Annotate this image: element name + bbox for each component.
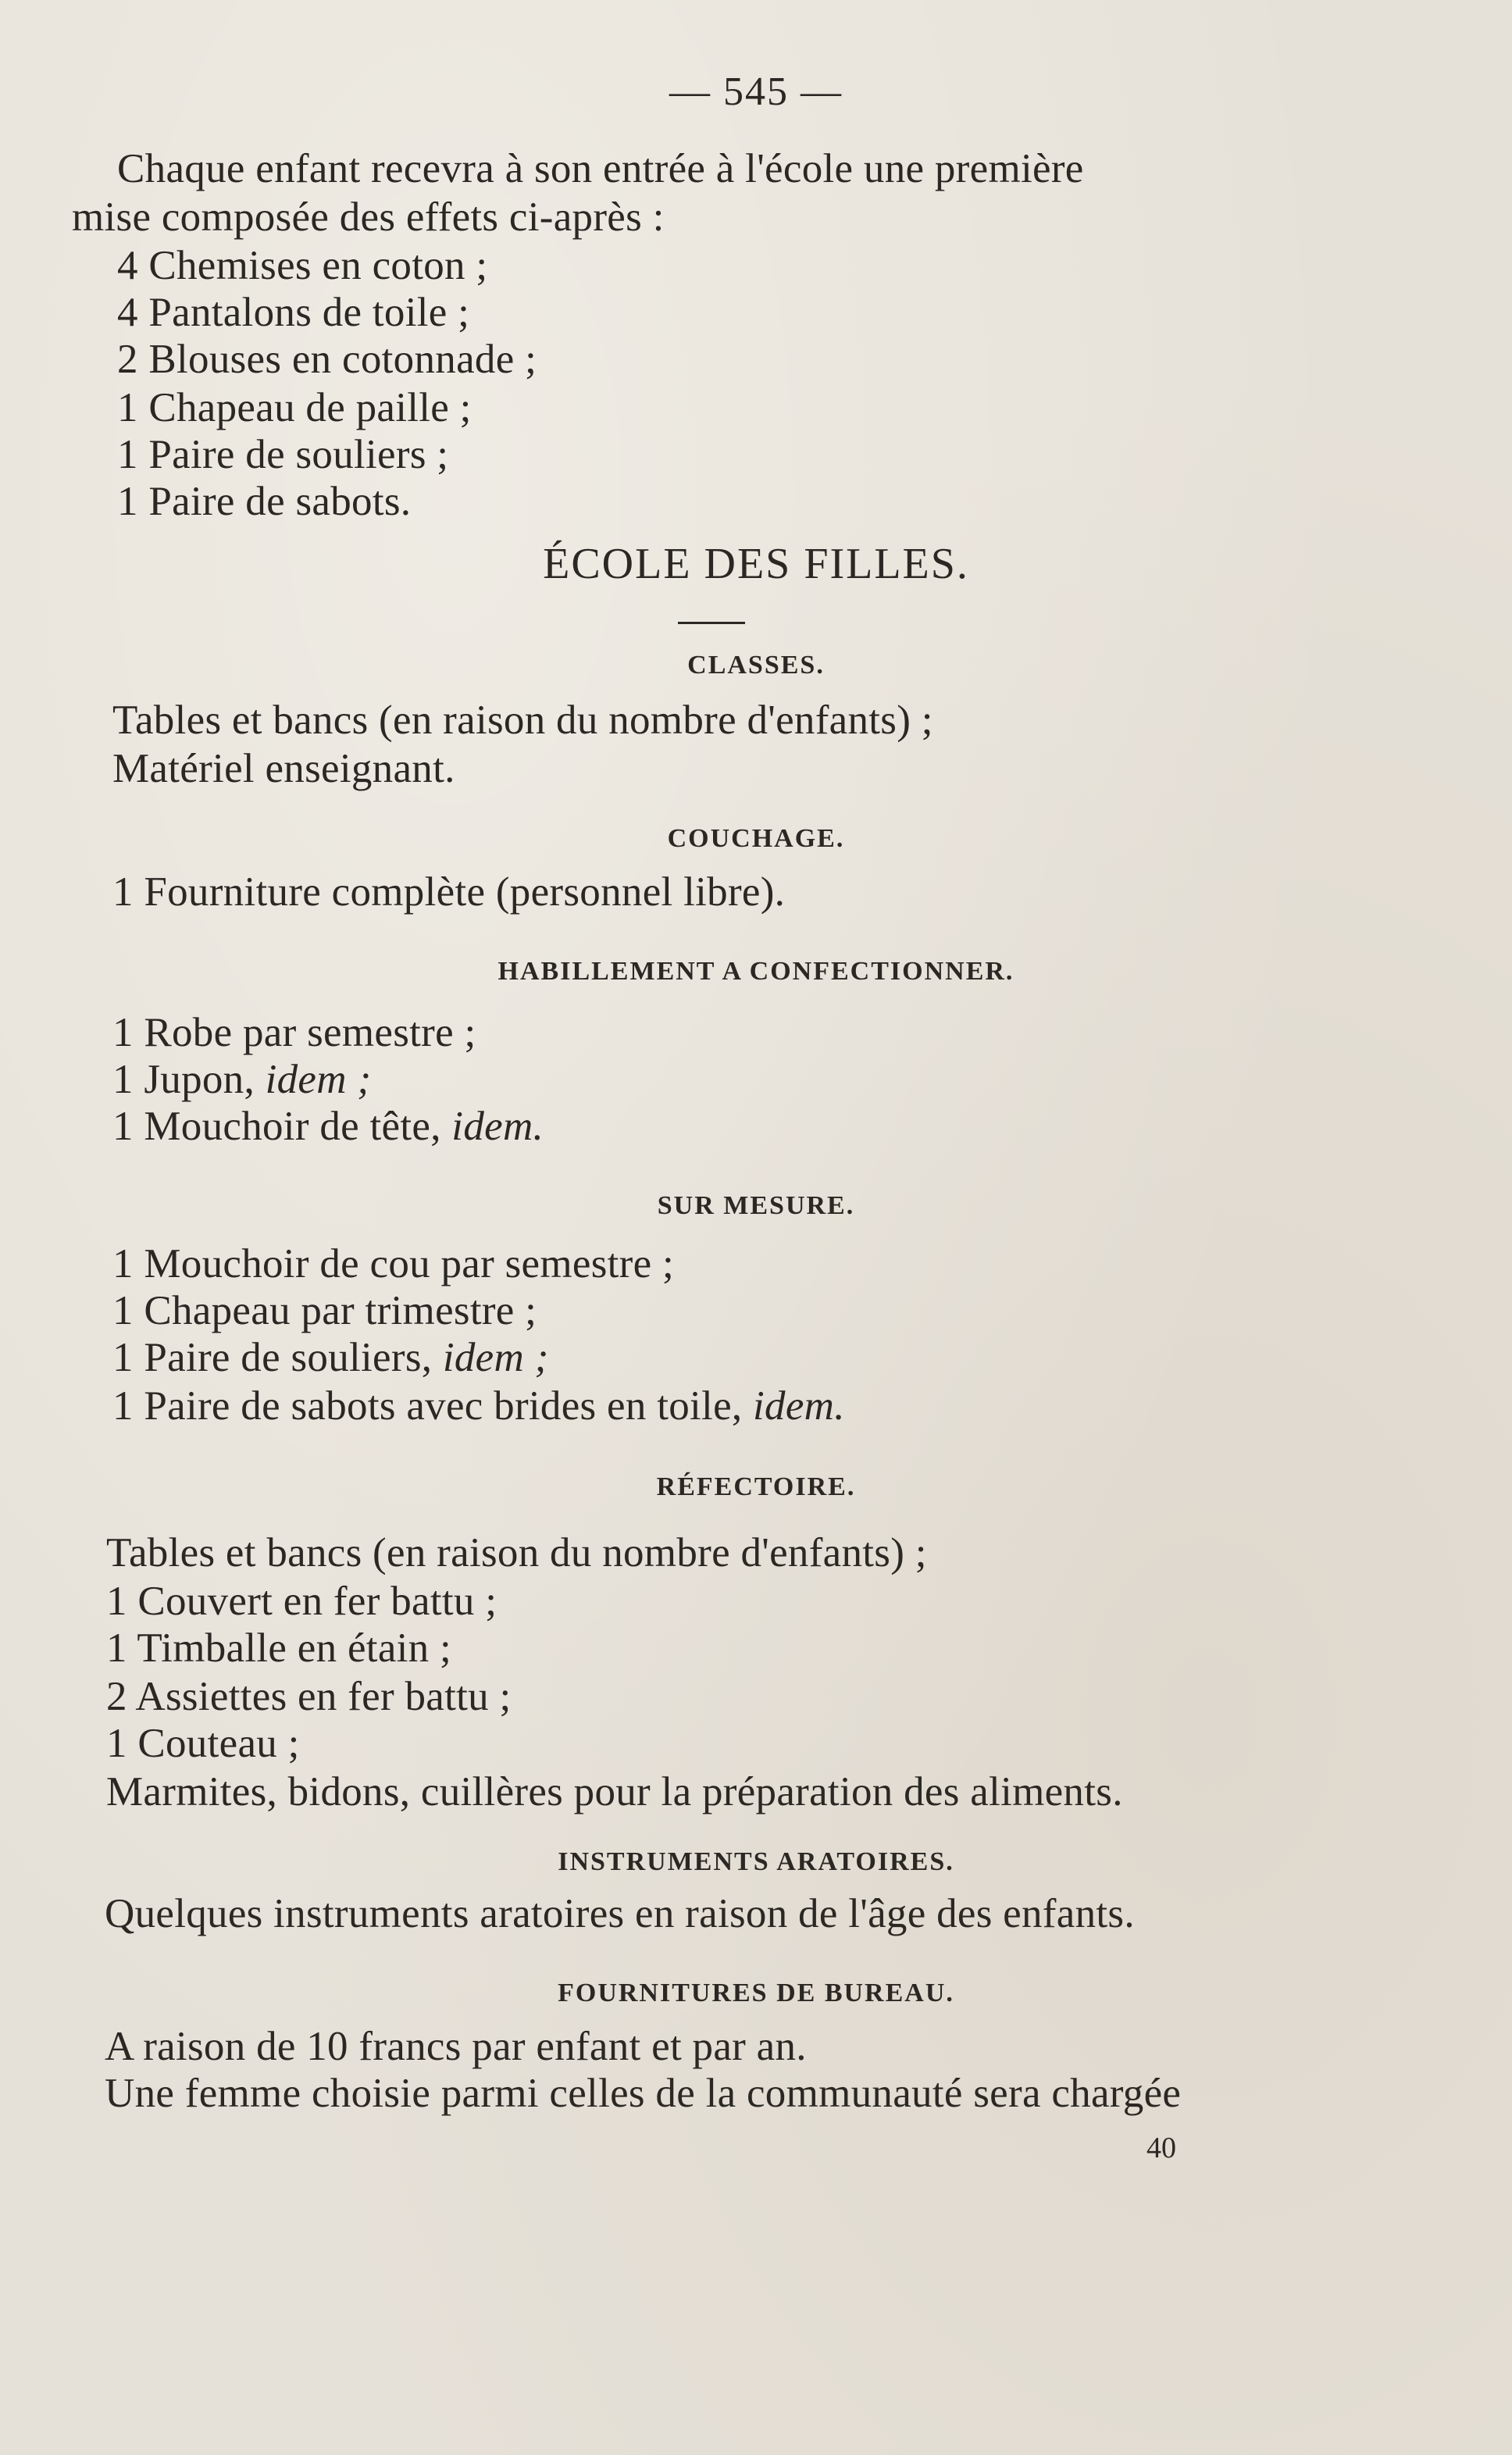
list-item — [112, 1334, 549, 1381]
item-text: 1 Mouchoir de tête, — [112, 1104, 452, 1149]
list-item: 1 Couvert en fer battu ; — [106, 1579, 497, 1624]
list-item: 1 Paire de souliers ; — [117, 432, 449, 477]
item-text: 1 Mouchoir de cou par semestre ; — [112, 1241, 674, 1286]
list-item: Marmites, bidons, cuillères pour la préparation des aliments. — [106, 1769, 1123, 1814]
list-item: Quelques instruments aratoires en raison de l'âge des enfants. — [105, 1891, 1135, 1936]
heading-classes: CLASSES. — [687, 651, 825, 680]
divider — [678, 622, 745, 624]
list-item: 1 Timballe en étain ; — [106, 1625, 452, 1671]
heading-habillement: HABILLEMENT A CONFECTIONNER. — [497, 957, 1015, 986]
list-item: Une femme choisie parmi celles de la communauté sera chargée — [105, 2071, 1182, 2116]
heading-refectoire: RÉFECTOIRE. — [656, 1472, 856, 1501]
list-item: 2 Blouses en cotonnade ; — [117, 337, 537, 382]
list-item: Matériel enseignant. — [112, 746, 455, 791]
list-item: 1 Couteau ; — [106, 1721, 300, 1766]
list-item — [112, 1103, 544, 1150]
item-text: 1 Paire de souliers, — [112, 1335, 443, 1380]
item-text: 1 Jupon, — [112, 1057, 266, 1102]
item-text: 1 Paire de sabots avec brides en toile, — [112, 1383, 753, 1429]
heading-instruments: INSTRUMENTS ARATOIRES. — [558, 1847, 954, 1876]
list-item: 1 Paire de sabots. — [117, 479, 412, 524]
list-item — [112, 1383, 845, 1429]
heading-couchage: COUCHAGE. — [667, 824, 845, 853]
intro-line: Chaque enfant recevra à son entrée à l'école une première — [117, 146, 1084, 191]
item-italic: idem. — [753, 1383, 845, 1429]
list-item — [112, 1287, 537, 1334]
heading-sur-mesure: SUR MESURE. — [657, 1191, 855, 1220]
list-item: A raison de 10 francs par enfant et par an. — [105, 2024, 807, 2069]
item-italic: idem ; — [442, 1335, 549, 1380]
item-italic: idem ; — [265, 1057, 372, 1102]
list-item: Tables et bancs (en raison du nombre d'enfants) ; — [112, 698, 933, 743]
list-item: Tables et bancs (en raison du nombre d'enfants) ; — [106, 1530, 927, 1575]
list-item: 4 Pantalons de toile ; — [117, 290, 470, 335]
list-item: 1 Fourniture complète (personnel libre). — [112, 869, 786, 915]
heading-fournitures: FOURNITURES DE BUREAU. — [558, 1979, 954, 2007]
item-text: 1 Robe par semestre ; — [112, 1010, 476, 1055]
item-text: 1 Chapeau par trimestre ; — [112, 1288, 537, 1333]
item-italic: idem. — [451, 1104, 544, 1149]
list-item — [112, 1009, 476, 1056]
list-item — [112, 1056, 371, 1103]
signature-mark: 40 — [1146, 2132, 1176, 2164]
list-item: 1 Chapeau de paille ; — [117, 385, 472, 430]
section-title: ÉCOLE DES FILLES. — [543, 540, 969, 588]
list-item: 4 Chemises en coton ; — [117, 243, 488, 288]
list-item: 2 Assiettes en fer battu ; — [106, 1674, 512, 1719]
list-item — [112, 1240, 674, 1287]
intro-line: mise composée des effets ci-après : — [72, 194, 665, 240]
page-number: — 545 — — [669, 70, 843, 114]
